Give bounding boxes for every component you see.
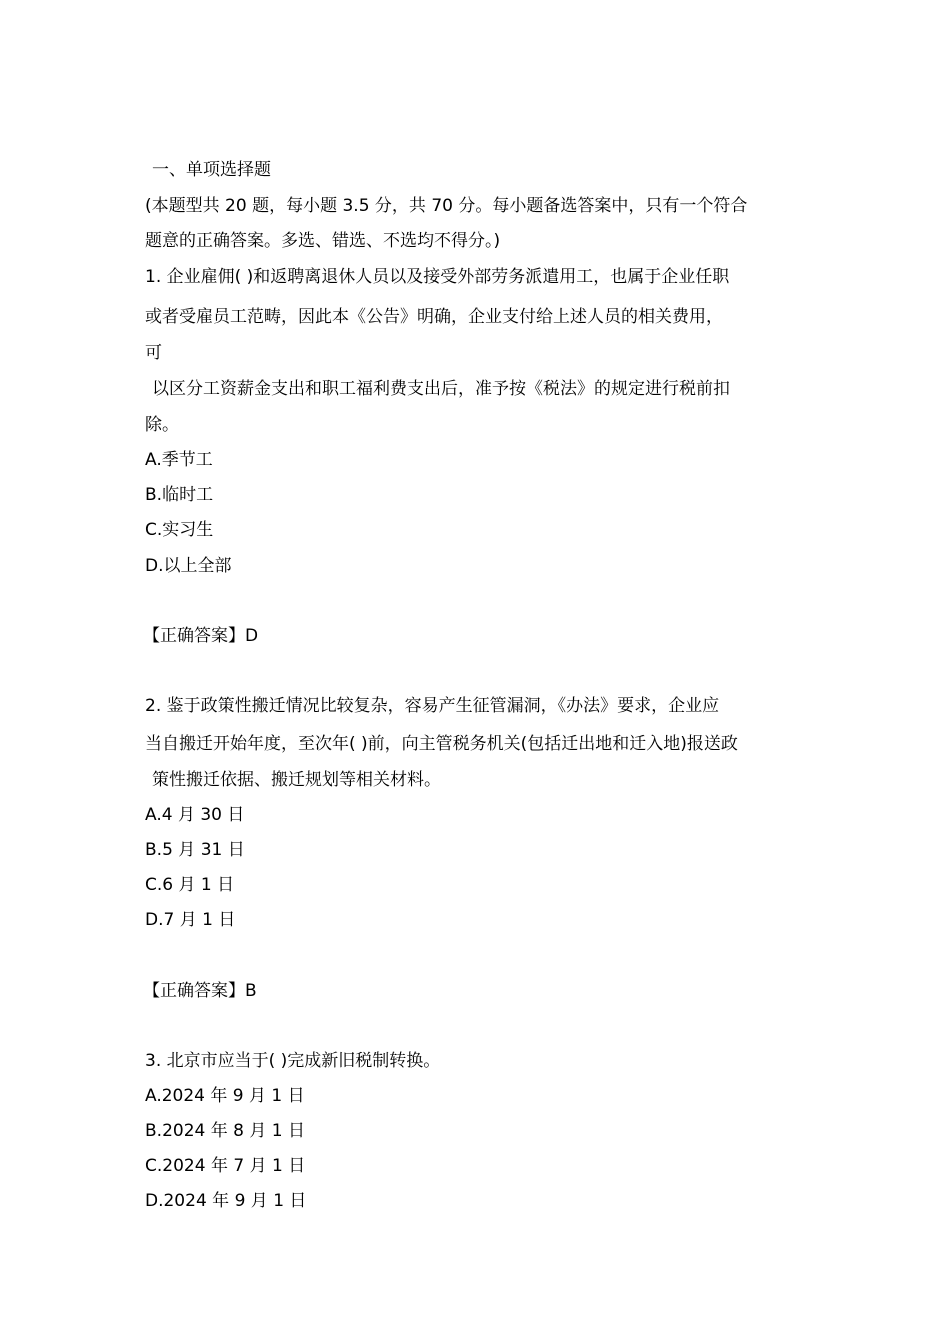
instructions-line: (本题型共 20 题，每小题 3.5 分，共 70 分。每小题备选答案中，只有一个符合 <box>145 196 748 216</box>
question-2-option-a: A.4 月 30 日 <box>145 805 245 825</box>
question-1-option-d: D.以上全部 <box>145 556 232 576</box>
question-2-option-b: B.5 月 31 日 <box>145 840 245 860</box>
question-3-option-c: C.2024 年 7 月 1 日 <box>145 1156 306 1176</box>
question-1-stem: 或者受雇员工范畴，因此本《公告》明确，企业支付给上述人员的相关费用， <box>145 307 723 327</box>
question-1-stem: 可 <box>145 343 162 363</box>
question-1-stem: 1. 企业雇佣( )和返聘离退休人员以及接受外部劳务派遣用工，也属于企业任职 <box>145 267 730 287</box>
question-1-answer: 【正确答案】D <box>143 626 259 646</box>
question-3-option-b: B.2024 年 8 月 1 日 <box>145 1121 305 1141</box>
question-2-answer: 【正确答案】B <box>143 981 257 1001</box>
question-1-stem: 以区分工资薪金支出和职工福利费支出后，准予按《税法》的规定进行税前扣 <box>152 379 730 399</box>
question-1-option-a: A.季节工 <box>145 450 213 470</box>
question-1-option-b: B.临时工 <box>145 485 214 505</box>
question-3-stem: 3. 北京市应当于( )完成新旧税制转换。 <box>145 1051 441 1071</box>
question-2-option-d: D.7 月 1 日 <box>145 910 236 930</box>
section-title: 一、单项选择题 <box>152 160 271 180</box>
question-1-option-c: C.实习生 <box>145 520 214 540</box>
instructions-line: 题意的正确答案。多选、错选、不选均不得分。) <box>145 231 501 251</box>
question-3-option-a: A.2024 年 9 月 1 日 <box>145 1086 305 1106</box>
question-2-option-c: C.6 月 1 日 <box>145 875 235 895</box>
question-1-stem: 除。 <box>145 415 179 435</box>
question-2-stem: 策性搬迁依据、搬迁规划等相关材料。 <box>152 770 441 790</box>
question-2-stem: 2. 鉴于政策性搬迁情况比较复杂，容易产生征管漏洞，《办法》要求，企业应 <box>145 696 720 716</box>
question-2-stem: 当自搬迁开始年度，至次年( )前，向主管税务机关(包括迁出地和迁入地)报送政 <box>145 734 738 754</box>
question-3-option-d: D.2024 年 9 月 1 日 <box>145 1191 307 1211</box>
